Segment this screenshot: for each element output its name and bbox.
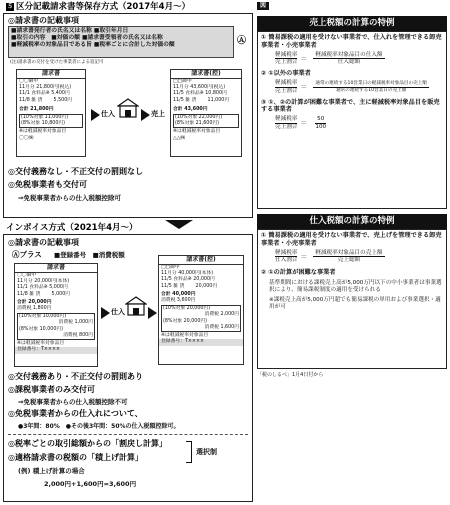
sales-formula-2: $\frac{\text{軽減税率}}{\text{売上割合}}$ ＝ $\frac{\text{通常の連続する10営業日の軽減税率対象品目の売上額}}{\text{通常の連続する10営業日の売上額}}$ [275,80,427,94]
uriage-label: 売上 [151,110,165,118]
invoice-1: 請求書 〇〇御中 11月分 21,800円(税込) 11/1 食料品※ 5,400円 11/8 雑 貨 5,500円 合計 21,800円 (10%対象 11,000円) (8%対象 10,800円) ※は軽減税率対象品目 〇〇㈱ [16,69,86,157]
arrow-right-icon [91,109,100,121]
down-arrow-icon [165,220,193,229]
invoice-4: 請求書(控) □□御中 11月分 40,000円(本体) 11/5 食料品※ 20,000円 11/5 雑 貨 20,000円 合計 40,000円 消費税 3,600円 (10%対象 20,000円) 消費税 2,000円 (8%対象 20,000円) 消費税 1,600円 ※は軽減税率対象品目 登録番号：T×××× [158,255,244,365]
req2-title: ◎請求書の記載事項 [8,238,79,247]
note1: (注)請求書の交付を受けた事業者による追記可 [10,60,104,65]
example-value: 2,000円+1,600円=3,600円 [44,480,137,488]
calc-2: ◎適格請求書の税額の「積上げ計算」 [8,453,143,462]
shiire-label: 仕入 [101,110,115,118]
source-caption: 「税のしるべ」1月4日付から [257,372,324,378]
calc-1: ◎税率ごとの取引総額からの「割戻し計算」 [8,439,167,448]
sales-item-1: ① 簡易課税の適用を受けない事業者で、仕入れを管理できる卸売事業者・小売事業者 [261,34,442,49]
invoice-2-breakdown: (10%対象 22,000円) (8%対象 21,600円) [173,114,239,128]
shop-icon [125,295,147,317]
section1-icon: ５ [6,3,13,10]
purchase-formula-1: $\frac{\text{軽減税率}}{\text{仕入割合}}$ ＝ $\frac{\text{軽減税率対象品目の売上額}}{\text{売上総額}}$ [275,249,383,264]
arrow-right-icon [101,307,110,319]
invoice-1-breakdown: (10%対象 11,000円) (8%対象 10,800円) [19,114,83,128]
left-column [3,2,256,502]
purchase-item-2: ② ①の計算が困難な事業者 [261,269,336,277]
exempt-1-sub: ⇒免税事業者からの仕入税額控除可 [18,194,121,202]
invoice-2: 請求書(控) □□御中 11月分 43,600円(税込) 11/5 食料品※ 10,800円 11/5 雑 貨 11,000円 合計 43,600円 (10%対象 22,000円) (8%対象 21,600円) ※は軽減税率対象品目 △△㈱ [170,69,242,157]
section2-box [3,234,253,502]
req-title: ◎請求書の記載事項 [8,16,79,25]
req-grid-row: ■取引の内容 ■対価の額 ■請求書受領者の氏名又は名称 [11,35,163,42]
circled-a: Ⓐ [237,36,247,46]
menzei-shiire: ◎免税事業者からの仕入れについて、 [8,409,143,418]
purchase-header: 仕入税額の計算の特例 [257,214,447,229]
section2-title: インボイス方式（2021年4月～） [3,223,141,234]
sales-formula-3: $\frac{\text{軽減税率}}{\text{売上割合}}$ ＝ $\frac{50}{100}$ [275,116,327,131]
shop-icon [117,97,139,119]
penalty-1: ◎交付義務なし・不正交付の罰則なし [8,167,143,176]
exempt-1: ◎免税事業者も交付可 [8,180,87,189]
purchase-item-1: ① 簡易課税の適用を受けない事業者で、売上げを管理できる卸売事業者・小売事業者 [261,232,442,247]
invoice-3-breakdown: (10%対象 10,000円) 消費税 1,000円 (8%対象 10,000円) 消費税 800円 [17,313,95,340]
divider [8,434,248,435]
sales-header: 売上税額の計算の特例 [257,16,447,31]
sales-box [257,31,447,209]
right-column [257,2,447,402]
invoice-3: 請求書 〇〇御中 11月分 20,000円(本体) 11/1 食料品※ 5,000円 11/8 雑 貨 5,000円 合計 20,000円 消費税 1,800円 (10%対象 10,000円) 消費税 1,000円 (8%対象 10,000円) 消費税 800円 ※は軽減税率対象品目 登録番号：T×××× [14,263,98,367]
section1-title: ５ 区分記載請求書等保存方式（2017年4月～） [3,2,193,13]
purchase-body: 基準期間における課税売上高が5,000万円以下の中小事業者は事業選択により、簡易課税制度の適用を受けられる [269,280,442,294]
only-kazei: ◎課税事業者のみ交付可 [8,385,95,394]
req-grid-row: ■軽減税率の対象品目である旨 ■税率ごとに合計した対価の額 [11,42,175,49]
penalty-2: ◎交付義務あり・不正交付の罰則あり [8,372,143,381]
figure-badge: 図 [257,2,269,10]
example-label: (例) 積上げ計算の場合 [18,467,85,475]
section1-box [3,13,253,218]
purchase-box [257,229,447,369]
invoice-4-breakdown: (10%対象 20,000円) 消費税 2,000円 (8%対象 20,000円) 消費税 1,600円 [161,305,241,332]
req-grid-row: ■請求書発行者の氏名又は名称 ■取引年月日 [11,28,129,34]
sales-item-2: ② ①以外の事業者 [261,70,311,78]
purchase-note: ※課税売上高が5,000万円超でも簡易課税の単用および事業選択・適用が可 [269,297,441,311]
sales-formula-1: $\frac{\text{軽減税率}}{\text{売上割合}}$ ＝ $\frac{\text{軽減税率対象品目の仕入額}}{\text{仕入総額}}$ [275,51,383,66]
arrow-right-icon [148,307,157,319]
arrow-right-icon [141,109,150,121]
plus-label: Ⓐプラス [12,250,42,259]
plus-items: ■登録番号 ■消費税額 [54,251,125,259]
select-label: 選択制 [196,448,217,456]
select-bracket [186,441,192,463]
req-grid [8,26,234,58]
only-kazei-sub: ⇒免税事業者からの仕入税額控除不可 [18,398,128,406]
shiire-label: 仕入 [111,308,125,316]
sales-item-3: ③ ①、②の計算が困難な事業者で、主に軽減税率対象品目を販売する事業者 [261,98,440,114]
menzei-sub: ●3年間：80% ●その後3年間：50%の仕入税額控除可。 [18,423,180,430]
